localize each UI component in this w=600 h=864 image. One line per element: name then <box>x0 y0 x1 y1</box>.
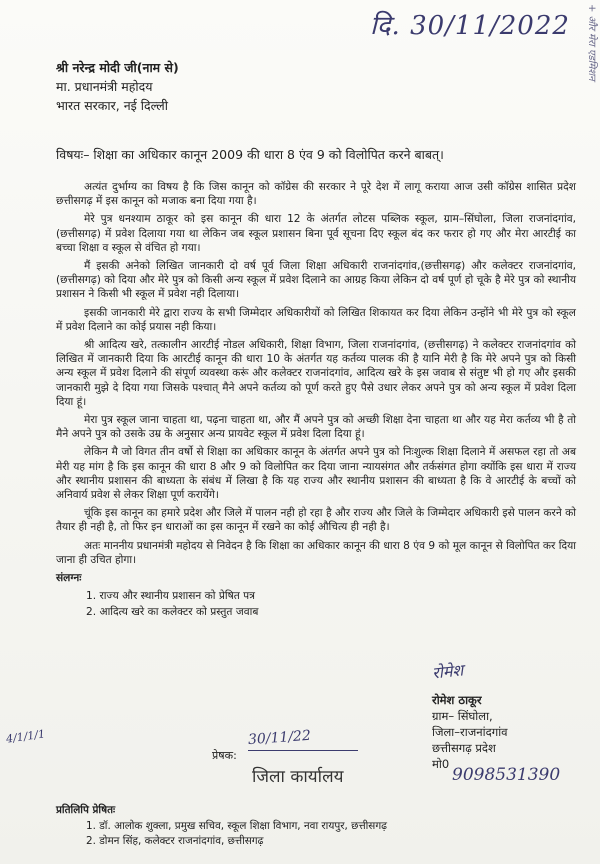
sender-mobile-label: मो0 <box>432 757 450 771</box>
sender-state: छत्तीसगढ़ प्रदेश <box>432 741 496 755</box>
paragraph: चूंकि इस कानून का हमारे प्रदेश और जिले में पालन नही हो रहा है और राज्य और जिले के जिम्मेदार अधिकारी इसे पालन करने को तैयार ही नही है, तो फिर इन धाराओं का इस कानून में रखने का कोई औचित्य ही नही है। <box>56 507 576 534</box>
subject-line: विषयः– शिक्षा का अधिकार कानून 2009 की धारा 8 एंव 9 को विलोपित करने बाबत्। <box>56 147 444 162</box>
copy-item: 1. डॉ. आलोक शुक्ला, प्रमुख सचिव, स्कूल शिक्षा विभाग, नवा रायपुर, छत्तीसगढ़ <box>86 820 388 832</box>
copy-item: 2. डोमन सिंह, कलेक्टर राजनांदगांव, छत्तीसगढ़ <box>86 835 264 847</box>
paragraph: अत्यंत दुर्भाग्य का विषय है कि जिस कानून को कॉग्रेस की सरकार ने पूरे देश में लागू कराया आज उसी कॉग्रेस शासित प्रदेश छत्तीसगढ़ में इस कानून को मजाक बना दिया गया है। <box>56 181 576 208</box>
enclosures-label: संलग्नः <box>56 572 82 585</box>
recipient-address <box>56 58 179 115</box>
enclosure-item: 1. राज्य और स्थानीय प्रशासन को प्रेषित पत्र <box>86 590 256 603</box>
sender-district: जिला–राजनांदगांव <box>432 725 508 739</box>
paragraph: अतः माननीय प्रधानमंत्री महोदय से निवेदन है कि शिक्षा का अधिकार कानून की धारा 8 एंव 9 को मूल कानून से विलोपित कर दिया जाना ही उचित होगा। <box>56 539 576 566</box>
sender-signature: रोमेश <box>431 660 465 683</box>
margin-scribble: + और मेरा एडमिशन <box>586 4 597 81</box>
copies-label: प्रतिलिपि प्रेषितः <box>56 804 116 816</box>
stamp-office: जिला कार्यालय <box>252 767 344 787</box>
letter-body <box>56 180 576 622</box>
recipient-name: श्री नरेन्द्र मोदी जी(नाम से) <box>56 60 179 75</box>
paragraph: मेरा पुत्र स्कूल जाना चाहता था, पढ़ना चाहता था, और मैं अपने पुत्र को अच्छी शिक्षा देना चाहता था और यह मेरा कर्तव्य भी है तो मैने अपने पुत्र को उसके उम्र के अनुसार अन्य प्रायवेट स्कूल में प्रवेश दिला दिया हूं। <box>56 414 576 441</box>
sender-village: ग्राम– सिंघोला, <box>432 709 493 723</box>
paragraph: इसकी जानकारी मेरे द्वारा राज्य के सभी जिम्मेदार अधिकारीयों को लिखित शिकायत कर दिया लेकिन उन्होंने भी मेरे पुत्र को स्कूल में प्रवेश दिलाने का कोई प्रयास नही किया। <box>56 306 576 333</box>
enclosure-item: 2. आदित्य खरे का कलेक्टर को प्रस्तुत जवाब <box>86 606 259 619</box>
paragraph: श्री आदित्य खरे, तत्कालीन आरटीई नोडल अधिकारी, शिक्षा विभाग, जिला राजनांदगांव, (छत्तीसगढ़) ने कलेक्टर राजनांदगांव को लिखित में जानकारी दिया कि आरटीई कानून की धारा 10 के अंतर्गत यह कर्तव्य पालक की है यानि मेरी है कि मेरे अपने पुत्र को किसी अन्य स्कूल में प्रवेश दिलाने की संपूर्ण व्यवस्था करूं और कलेक्टर राजनांदगांव, आदित्य खरे के इस जवाब से संतुष्ट भी हो गए और इसकी जानकारी मुझे दे दिया गया जिसके पश्चात् मैने अपने कर्तव्य को पूर्ण करते हुए पैसे उधार लेकर अपने पुत्र को अन्य स्कूल में प्रवेश दिला दिया हूं। <box>56 339 576 408</box>
enclosures-list <box>56 589 576 619</box>
paragraph: मेरे पुत्र धनश्याम ठाकूर को इस कानून की धारा 12 के अंतर्गत लोटस पब्लिक स्कूल, ग्राम–सिंघोला, जिला राजनांदगांव,(छत्तीसगढ़) में प्रवेश दिलाया गया था लेकिन जब स्कूल प्रशासन बिना पूर्व सूचना दिए स्कूल बंद कर फरार हो गए और मेरा आरटीई का बच्चा शिक्षा व स्कूल से वंचित हो गया। <box>56 213 576 254</box>
stamp-date: 30/11/22 <box>247 727 312 749</box>
sender-name: रोमेश ठाकूर <box>432 693 482 707</box>
stamp-prepak-label: प्रेषक: <box>212 749 237 762</box>
margin-note: 4/1/1/1 <box>5 727 46 746</box>
paragraph: मैं इसकी अनेको लिखित जानकारी दो वर्ष पूर्व जिला शिक्षा अधिकारी राजनांदगांव,(छत्तीसगढ़) और कलेक्टर राजनांदगांव,(छत्तीसगढ़) को दिया और मेरे पुत्र को किसी अन्य स्कूल में प्रवेश दिलाने का आग्रह किया लेकिन दो वर्ष पूर्ण हो चूके है मेरे पुत्र को स्थानीय प्रशासन ने किसी भी स्कूल में प्रवेश नही दिलाया। <box>56 260 576 301</box>
handwritten-phone: 9098531390 <box>452 765 561 785</box>
recipient-designation: मा. प्रधानमंत्री महोदय <box>56 79 153 94</box>
copies-list <box>56 819 596 848</box>
sender-block <box>432 692 508 772</box>
stamp-underline <box>248 750 358 751</box>
handwritten-date: दि. 30/11/2022 <box>370 11 570 41</box>
recipient-office: भारत सरकार, नई दिल्ली <box>56 98 168 113</box>
paragraph: लेकिन मै जो विगत तीन वर्षो से शिक्षा का अधिकार कानून के अंतर्गत अपने पुत्र को निःशुल्क शिक्षा दिलाने में असफल रहा तो अब मेरी यह मांग है कि इस कानून की धारा 8 और 9 को विलोपित कर दिया जाना न्यायसंगत और तर्कसंगत होगा क्योंकि इस धारा में राज्य और स्थानीय प्रशासन की बाध्यता के संबंध में लिखा है कि यह राज्य और स्थानीय प्रशासन की बाध्यता है कि वे आरटीई के बच्चों को अनिवार्य प्रवेश से लेकर शिक्षा पूर्ण करायेंगे। <box>56 446 576 502</box>
copies-block <box>56 803 596 849</box>
